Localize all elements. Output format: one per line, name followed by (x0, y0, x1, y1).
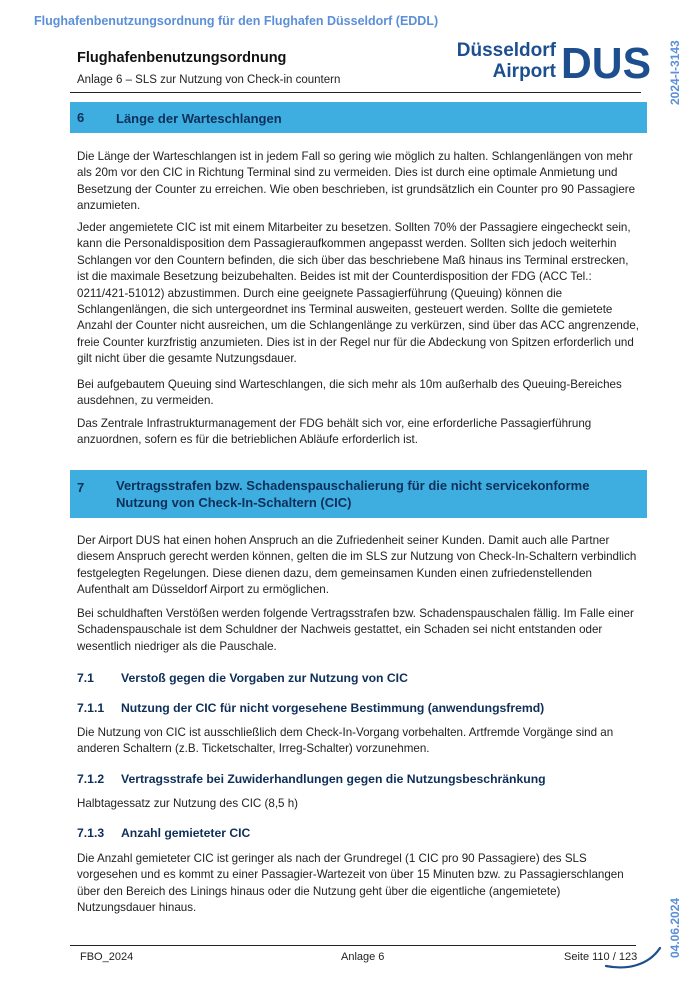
logo-wordmark (457, 40, 556, 82)
section-6-title: Länge der Warteschlangen (116, 111, 282, 126)
section-7-paragraph-1: Der Airport DUS hat einen hohen Anspruch an die Zufriedenheit seiner Kunden. Damit auch alle Partner diesem Anspruch gerecht werden können, gelten die im SLS zur Nutzung von Check-In-Schaltern verbindlich festgelegten Regelungen. Diese dienen dazu, dem gemeinsamen Kunden einen zufriedenstellenden Aufenthalt am Düsseldorf Airport zu ermöglichen. (77, 534, 637, 597)
registration-stamp: 2024-I-3143 (668, 40, 682, 105)
header-divider (70, 92, 641, 93)
dus-logo-mark (560, 42, 652, 82)
document-title: Flughafenbenutzungsordnung (77, 50, 287, 66)
footer-swoosh-decoration (604, 944, 664, 972)
subsection-7-1-1-text: Die Nutzung von CIC ist ausschließlich dem Check-In-Vorgang vorbehalten. Artfremde Vorgänge sind an anderen Schaltern (z.B. Ticketschalter, Irreg-Schalter) vorzunehmen. (77, 726, 614, 756)
subsection-7-1-number: 7.1 (77, 671, 94, 685)
subsection-7-1-1-title: Nutzung der CIC für nicht vorgesehene Bestimmung (anwendungsfremd) (121, 701, 545, 715)
dus-airport-logo (446, 40, 652, 86)
section-6-header (70, 102, 647, 133)
section-6-paragraph-2: Jeder angemietete CIC ist mit einem Mitarbeiter zu besetzen. Sollten 70% der Passagiere eingecheckt sein, kann die Personaldisposition dem Passagieraufkommen angepasst werden. Sollten sich jedoch weiterhin Schlangen vor den Countern befinden, die sich über das beschriebene Maß hinaus ins Terminal erstrecken, ist die maximale Besetzung beizubehalten. Beides ist mit der Counterdisposition der FDG (ACC Tel.: 0211/421-51012) abzustimmen. Durch eine geeignete Passagierführung (Queuing) können die Schlangenlängen, die sich untergeordnet ins Terminal ausweiten, gesteuert werden. Sollte die gemietete Anzahl der Counter nicht ausreichen, um die Schlangenlänge zu verkürzen, sind über das ACC angrenzende, freie Counter kurzfristig anzumieten. Dies ist in der Regel nur für die Abdeckung von Spitzen erforderlich und gilt nicht über die gesamte Nutzungsdauer. (77, 221, 639, 366)
footer-annex: Anlage 6 (341, 951, 385, 963)
subsection-7-1-1-heading (77, 701, 544, 715)
section-6-paragraph-1: Die Länge der Warteschlangen ist in jedem Fall so gering wie möglich zu halten. Schlangenlängen von mehr als 20m vor den CIC in Richtung Terminal sind zu vermeiden. Dies ist durch eine optimale Anmietung und Besetzung der Counter zu erreichen. Wie oben beschrieben, ist grundsätzlich ein Counter pro 90 Passagiere anzumieten. (77, 150, 636, 213)
section-6-number: 6 (77, 110, 85, 125)
subsection-7-1-1-number: 7.1.1 (77, 701, 105, 715)
section-7-title: Vertragsstrafen bzw. Schadenspauschalierung für die nicht servicekonforme Nutzung von Check-In-Schaltern (CIC) (116, 478, 590, 510)
subsection-7-1-3-heading (77, 826, 250, 840)
date-stamp: 04.06.2024 (668, 897, 682, 958)
subsection-7-1-heading (77, 671, 408, 685)
section-7-header (70, 470, 647, 518)
subsection-7-1-2-heading (77, 772, 546, 786)
section-7-paragraph-2: Bei schuldhaften Verstößen werden folgende Vertragsstrafen bzw. Schadenspauschalen fällig. Im Falle einer Schadenspauschale ist dem Schuldner der Nachweis gestattet, ein Schaden sei nicht entstanden oder wesentlich niedriger als die Pauschale. (77, 607, 634, 653)
logo-line-2: Airport (492, 61, 556, 82)
subsection-7-1-2-title: Vertragsstrafe bei Zuwiderhandlungen gegen die Nutzungsbeschränkung (121, 772, 546, 786)
footer-divider (70, 945, 636, 946)
footer-document-code: FBO_2024 (80, 951, 134, 963)
section-7-number: 7 (77, 480, 85, 495)
subsection-7-1-3-number: 7.1.3 (77, 826, 105, 840)
subsection-7-1-3-text: Die Anzahl gemieteter CIC ist geringer als nach der Grundregel (1 CIC pro 90 Passagiere) des SLS vorgesehen und es kommt zu einer Passagier-Wartezeit von über 15 Minuten bzw. zu Passagierschlangen über den Bereich des Linings hinaus oder die Nutzung geht über die eigentliche (angemietete) Nutzungsdauer hinaus. (77, 852, 624, 915)
subsection-7-1-2-number: 7.1.2 (77, 772, 105, 786)
logo-mark-text: DUS (561, 42, 651, 82)
footer-page-number: Seite 110 / 123 (564, 951, 638, 963)
section-6-paragraph-3: Bei aufgebautem Queuing sind Warteschlangen, die sich mehr als 10m außerhalb des Queuing-Bereiches ausdehnen, zu vermeiden. (77, 378, 622, 408)
subsection-7-1-3-title: Anzahl gemieteter CIC (121, 826, 251, 840)
logo-line-1: Düsseldorf (456, 40, 556, 61)
subsection-7-1-2-text: Halbtagessatz zur Nutzung des CIC (8,5 h) (77, 797, 299, 810)
document-subtitle: Anlage 6 – SLS zur Nutzung von Check-in countern (77, 74, 341, 86)
document-banner: Flughafenbenutzungsordnung für den Flughafen Düsseldorf (EDDL) (34, 14, 439, 28)
section-6-paragraph-4: Das Zentrale Infrastrukturmanagement der FDG behält sich vor, eine erforderliche Passagierführung anzuordnen, sofern es für die betrieblichen Abläufe erforderlich ist. (77, 417, 592, 447)
subsection-7-1-title: Verstoß gegen die Vorgaben zur Nutzung von CIC (121, 671, 408, 685)
